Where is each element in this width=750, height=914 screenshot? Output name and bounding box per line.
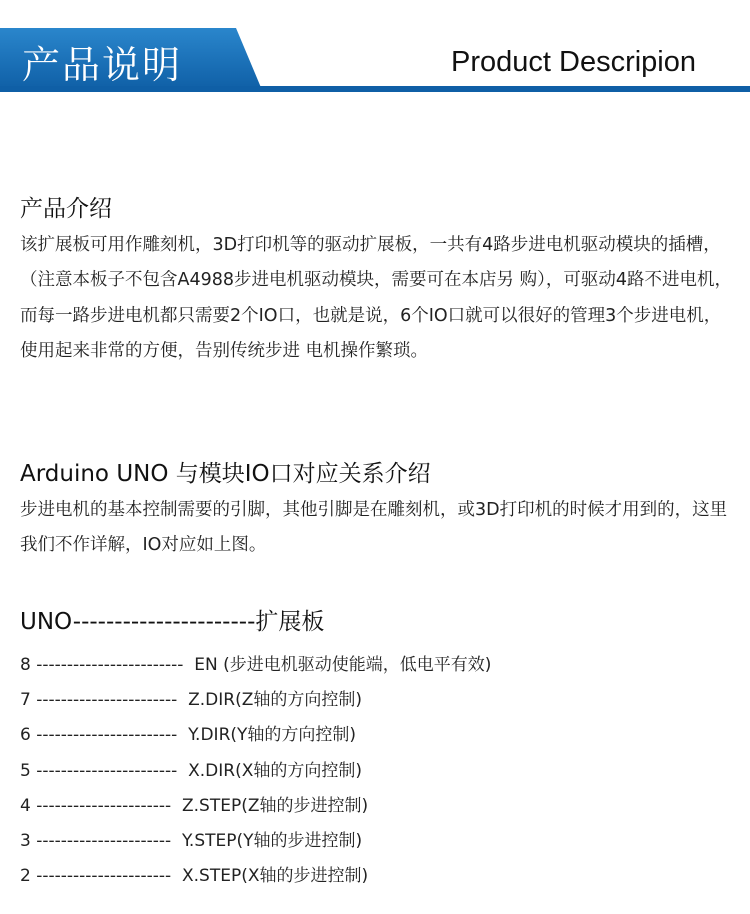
mapping-heading: Arduino UNO 与模块IO口对应关系介绍: [20, 461, 431, 487]
pin-row: 5 ----------------------- X.DIR(X轴的方向控制): [20, 760, 362, 781]
pin-row: 8 ------------------------ EN (步进电机驱动使能端，低电平有效): [20, 655, 492, 675]
header-subtitle: Product Descripion: [451, 46, 696, 78]
intro-text: 该扩展板可用作雕刻机，3D打印机等的驱动扩展板，一共有4路步进电机驱动模块的插槽，（注意本板子不包含A4988步进电机驱动模块，需要可在本店另 购），可驱动4路不进电机，而每一路步进电机都只需要2个IO口，也就是说，6个IO口就可以很好的管理3个步进电机，使用起来非常的方便，告别传统步进 电机操作繁琐。: [20, 235, 732, 361]
pin-row: 6 ----------------------- Y.DIR(Y轴的方向控制): [20, 725, 357, 746]
pin-list: [20, 648, 491, 894]
mapping-text: 步进电机的基本控制需要的引脚，其他引脚是在雕刻机，或3D打印机的时候才用到的，这里我们不作详解，IO对应如上图。: [20, 500, 728, 556]
header-title: 产品说明: [22, 43, 183, 87]
pins-heading: UNO----------------------扩展板: [20, 609, 325, 635]
pin-row: 7 ----------------------- Z.DIR(Z轴的方向控制): [20, 690, 362, 711]
pin-row: 2 ---------------------- X.STEP(X轴的步进控制): [20, 866, 369, 887]
pin-row: 4 ---------------------- Z.STEP(Z轴的步进控制): [20, 795, 369, 816]
pin-row: 3 ---------------------- Y.STEP(Y轴的步进控制): [20, 831, 363, 852]
intro-heading: 产品介绍: [20, 196, 112, 222]
